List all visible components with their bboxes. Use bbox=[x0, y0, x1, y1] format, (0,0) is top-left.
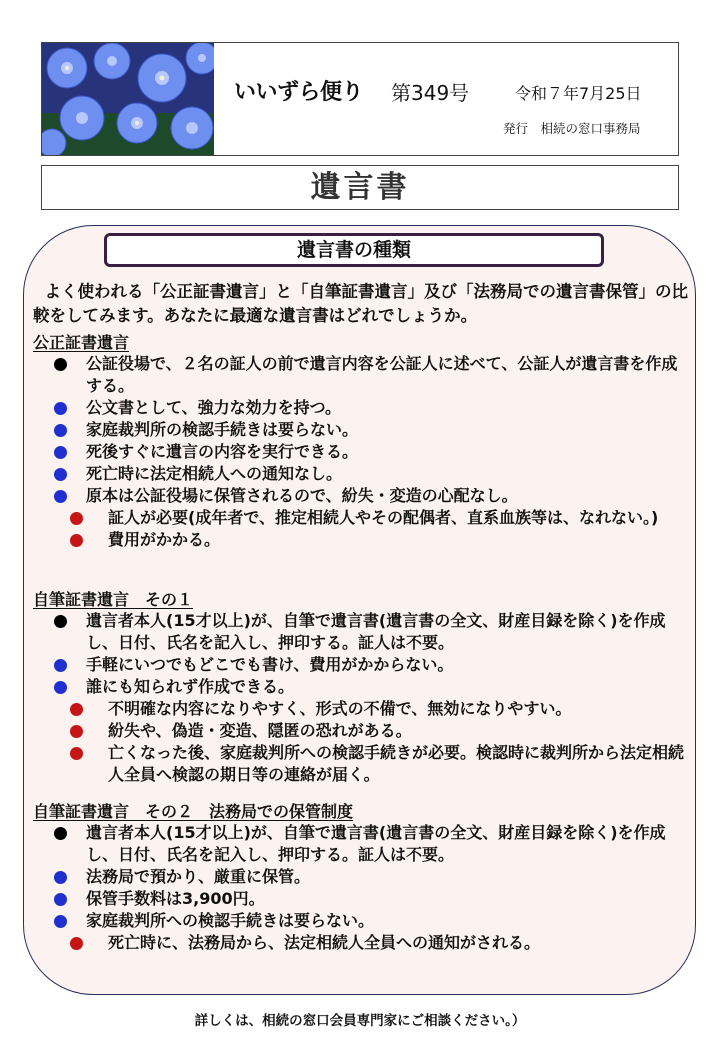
blue-bullet-icon bbox=[54, 402, 67, 415]
list-item-text: 死後すぐに遺言の内容を実行できる。 bbox=[86, 442, 359, 461]
list-item bbox=[50, 720, 690, 742]
black-bullet-icon bbox=[54, 615, 67, 628]
list-item-text: 家庭裁判所への検認手続きは要らない。 bbox=[86, 911, 375, 930]
red-bullet-icon bbox=[70, 937, 83, 950]
list-item bbox=[50, 507, 690, 529]
blue-bullet-icon bbox=[54, 446, 67, 459]
section-title: 遺言書の種類 bbox=[104, 233, 604, 267]
heading-handwritten-will-2: 自筆証書遺言 その２ 法務局での保管制度 bbox=[33, 802, 354, 821]
list-item bbox=[50, 610, 690, 654]
issue-date: 令和７年7月25日 bbox=[515, 84, 642, 103]
list-item bbox=[50, 742, 690, 786]
list-item-text: 保管手数料は3,900円。 bbox=[86, 889, 265, 908]
heading-notarial-will: 公正証書遺言 bbox=[33, 333, 130, 352]
list-item bbox=[50, 419, 690, 441]
list-item bbox=[50, 698, 690, 720]
list-item-text: 死亡時に、法務局から、法定相続人全員への通知がされる。 bbox=[108, 933, 541, 952]
red-bullet-icon bbox=[70, 534, 83, 547]
blue-bullet-icon bbox=[54, 681, 67, 694]
list-item bbox=[50, 529, 690, 551]
list-item-text: 公証役場で、２名の証人の前で遺言内容を公証人に述べて、公証人が遺言書を作成する。 bbox=[86, 354, 678, 395]
newsletter-name: いいずら便り bbox=[234, 80, 364, 105]
list-item-text: 誰にも知られず作成できる。 bbox=[86, 677, 295, 696]
list-item-text: 遺言者本人(15才以上)が、自筆で遺言書(遺言書の全文、財産目録を除く)を作成し、日付、氏名を記入し、押印する。証人は不要。 bbox=[86, 611, 666, 652]
list-item-text: 公文書として、強力な効力を持つ。 bbox=[86, 398, 342, 417]
blue-flowers-photo bbox=[42, 43, 214, 155]
list-item-text: 遺言者本人(15才以上)が、自筆で遺言書(遺言書の全文、財産目録を除く)を作成し、日付、氏名を記入し、押印する。証人は不要。 bbox=[86, 823, 666, 864]
footer-note: 詳しくは、相続の窓口会員専門家にご相談ください。） bbox=[194, 1013, 526, 1029]
list-item-text: 不明確な内容になりやすく、形式の不備で、無効になりやすい。 bbox=[108, 699, 572, 718]
handwritten-will-2-list bbox=[50, 822, 690, 954]
list-item bbox=[50, 910, 690, 932]
list-item bbox=[50, 485, 690, 507]
blue-bullet-icon bbox=[54, 490, 67, 503]
blue-bullet-icon bbox=[54, 659, 67, 672]
list-item bbox=[50, 441, 690, 463]
handwritten-will-1-list bbox=[50, 610, 690, 786]
list-item bbox=[50, 397, 690, 419]
list-item-text: 法務局で預かり、厳重に保管。 bbox=[86, 867, 311, 886]
red-bullet-icon bbox=[70, 703, 83, 716]
list-item-text: 死亡時に法定相続人への通知なし。 bbox=[86, 464, 343, 483]
heading-handwritten-will-1: 自筆証書遺言 その１ bbox=[33, 590, 194, 609]
blue-bullet-icon bbox=[54, 871, 67, 884]
list-item bbox=[50, 888, 690, 910]
intro-text: よく使われる「公正証書遺言」と「自筆証書遺言」及び「法務局での遺言書保管」の比較をしてみます。あなたに最適な遺言書はどれでしょうか。 bbox=[33, 282, 688, 325]
list-item-text: 証人が必要(成年者で、推定相続人やその配偶者、直系血族等は、なれない。) bbox=[108, 508, 659, 527]
list-item bbox=[50, 676, 690, 698]
red-bullet-icon bbox=[70, 747, 83, 760]
list-item bbox=[50, 822, 690, 866]
red-bullet-icon bbox=[70, 512, 83, 525]
publisher: 発行 相続の窓口事務局 bbox=[503, 121, 641, 136]
list-item-text: 費用がかかる。 bbox=[108, 530, 221, 549]
list-item bbox=[50, 353, 690, 397]
blue-bullet-icon bbox=[54, 915, 67, 928]
black-bullet-icon bbox=[54, 827, 67, 840]
red-bullet-icon bbox=[70, 725, 83, 738]
list-item-text: 家庭裁判所の検認手続きは要らない。 bbox=[86, 420, 359, 439]
list-item bbox=[50, 654, 690, 676]
blue-bullet-icon bbox=[54, 424, 67, 437]
issue-number: 第349号 bbox=[391, 81, 470, 105]
notarial-will-list bbox=[50, 353, 690, 551]
list-item bbox=[50, 463, 690, 485]
list-item bbox=[50, 932, 690, 954]
blue-bullet-icon bbox=[54, 468, 67, 481]
newsletter-header bbox=[41, 42, 679, 156]
list-item bbox=[50, 866, 690, 888]
list-item-text: 亡くなった後、家庭裁判所への検認手続きが必要。検認時に裁判所から法定相続人全員へ検認の期日等の連絡が届く。 bbox=[108, 743, 685, 784]
list-item-text: 原本は公証役場に保管されるので、紛失・変造の心配なし。 bbox=[86, 486, 518, 505]
list-item-text: 手軽にいつでもどこでも書け、費用がかからない。 bbox=[86, 655, 454, 674]
blue-bullet-icon bbox=[54, 893, 67, 906]
black-bullet-icon bbox=[54, 358, 67, 371]
list-item-text: 紛失や、偽造・変造、隠匿の恐れがある。 bbox=[108, 721, 412, 740]
page-title: 遺言書 bbox=[41, 165, 679, 210]
